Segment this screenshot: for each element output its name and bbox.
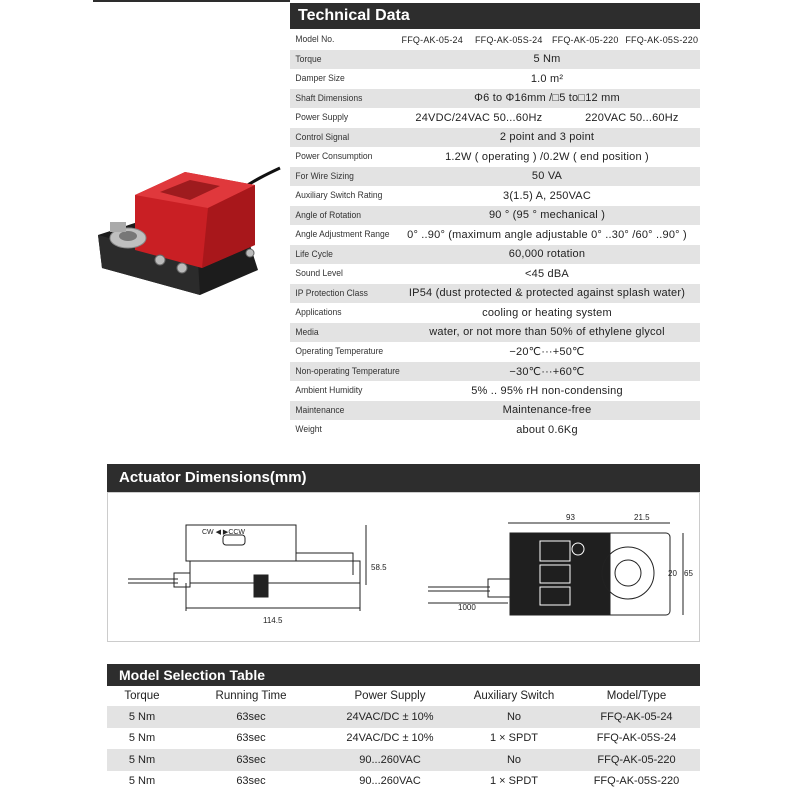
running-time-cell: 63sec [236,753,266,766]
row-value: about 0.6Kg [516,423,578,436]
dimensions-title: Actuator Dimensions(mm) [107,464,700,492]
aux-switch-cell: No [506,710,522,723]
table-row [290,245,700,265]
length-dimension: 93 [566,513,575,522]
table-row [290,147,700,167]
row-label: Non-operating Temperature [295,365,400,377]
model-number: FFQ-AK-05-220 [551,34,619,45]
power-supply-high: 220VAC 50...60Hz [585,111,679,124]
table-row [107,771,700,793]
row-label: Applications [295,307,342,319]
model-number: FFQ-AK-05S-220 [625,34,699,45]
cable-length-dimension: 1000 [458,603,476,612]
row-value: 1.2W ( operating ) /0.2W ( end position ) [445,150,649,163]
row-value: 5% .. 95% rH non-condensing [471,384,623,397]
table-row [290,284,700,304]
row-label: Shaft Dimensions [295,92,363,104]
technical-data-table [290,30,700,440]
row-label: Damper Size [295,73,345,85]
aux-switch-cell: No [506,753,522,766]
total-height-dimension: 65 [684,569,693,578]
table-row [290,108,700,128]
torque-cell: 5 Nm [128,732,156,745]
model-type-cell: FFQ-AK-05-220 [597,753,676,766]
row-label: Power Consumption [295,151,373,163]
running-time-cell: 63sec [236,775,266,788]
table-row [290,50,700,70]
table-row [290,323,700,343]
model-number: FFQ-AK-05S-24 [474,34,543,45]
row-value: 0° ..90° (maximum angle adjustable 0° ..30° /60° ..90° ) [407,228,687,241]
row-label: Maintenance [295,404,345,416]
aux-switch-cell: 1 × SPDT [490,775,538,788]
row-label: Angle Adjustment Range [295,229,390,241]
dimensions-drawing [108,493,699,641]
power-supply-cell: 24VAC/DC ± 10% [346,710,434,723]
table-row [107,728,700,750]
table-row [290,303,700,323]
row-value: 3(1.5) A, 250VAC [503,189,591,202]
table-header-row [107,686,700,706]
actuator-product-image [90,150,290,300]
table-row [290,420,700,440]
row-value: <45 dBA [525,267,569,280]
row-value [394,112,700,124]
row-value: Maintenance-free [502,404,592,417]
model-type-cell: FFQ-AK-05-24 [600,710,673,723]
column-header: Auxiliary Switch [473,690,555,702]
power-supply-cell: 90...260VAC [359,753,421,766]
running-time-cell: 63sec [236,710,266,723]
technical-data-title: Technical Data [290,3,700,29]
row-label: Angle of Rotation [295,209,362,221]
power-supply-cell: 24VAC/DC ± 10% [346,732,434,745]
rotation-switch-label: CW ◀ ▶CCW [202,529,246,536]
row-value: 2 point and 3 point [499,131,595,144]
row-label: Auxiliary Switch Rating [295,190,383,202]
row-value: −30℃···+60℃ [509,365,585,378]
row-value: −20℃···+50℃ [509,346,585,359]
row-value: 1.0 m² [530,72,564,85]
row-label: Ambient Humidity [295,385,363,397]
torque-cell: 5 Nm [128,710,156,723]
row-value: water, or not more than 50% of ethylene glycol [429,326,665,339]
row-value: cooling or heating system [482,306,612,319]
table-row [290,30,700,50]
row-label: Life Cycle [295,248,333,260]
height-dimension: 58.5 [371,563,387,572]
row-value: 90 ° (95 ° mechanical ) [488,209,606,222]
model-number: FFQ-AK-05-24 [401,34,463,45]
top-rule [93,0,290,2]
row-label: Control Signal [295,131,350,143]
row-value: IP54 (dust protected & protected against splash water) [408,287,686,300]
table-row [290,128,700,148]
row-value: 50 VA [531,170,563,183]
torque-cell: 5 Nm [128,775,156,788]
table-row [290,264,700,284]
table-row [290,206,700,226]
row-label: Power Supply [295,112,349,124]
power-supply-cell: 90...260VAC [359,775,421,788]
table-row [290,225,700,245]
table-row [290,69,700,89]
table-row [290,342,700,362]
table-row [107,706,700,728]
row-value: Φ6 to Φ16mm /□5 to□12 mm [474,92,620,105]
width-dimension: 114.5 [263,616,283,625]
model-selection-title: Model Selection Table [107,664,700,686]
model-selection-table [107,686,700,792]
row-label: Model No. [295,34,335,46]
column-header: Running Time [215,690,287,702]
table-row [290,381,700,401]
table-row [290,401,700,421]
torque-cell: 5 Nm [128,753,156,766]
table-row [107,749,700,771]
column-header: Power Supply [354,690,426,702]
column-header: Model/Type [606,690,667,702]
model-type-cell: FFQ-AK-05S-220 [593,775,680,788]
model-list [394,35,700,45]
row-label: For Wire Sizing [295,170,354,182]
offset-dimension: 21.5 [634,513,650,522]
shaft-dimension: 20 [668,569,677,578]
power-supply-low: 24VDC/24VAC 50...60Hz [415,111,543,124]
row-label: Operating Temperature [295,346,384,358]
running-time-cell: 63sec [236,732,266,745]
row-value: 60,000 rotation [508,248,586,261]
row-label: Sound Level [295,268,343,280]
aux-switch-cell: 1 × SPDT [490,732,538,745]
dimensions-drawing-panel [107,492,700,642]
column-header: Torque [124,690,160,702]
model-type-cell: FFQ-AK-05S-24 [596,732,677,745]
table-row [290,186,700,206]
row-label: Torque [295,53,322,65]
row-label: Media [295,326,319,338]
row-label: Weight [295,424,322,436]
table-row [290,167,700,187]
row-value: 5 Nm [533,53,561,66]
table-row [290,362,700,382]
table-row [290,89,700,109]
row-label: IP Protection Class [295,287,368,299]
